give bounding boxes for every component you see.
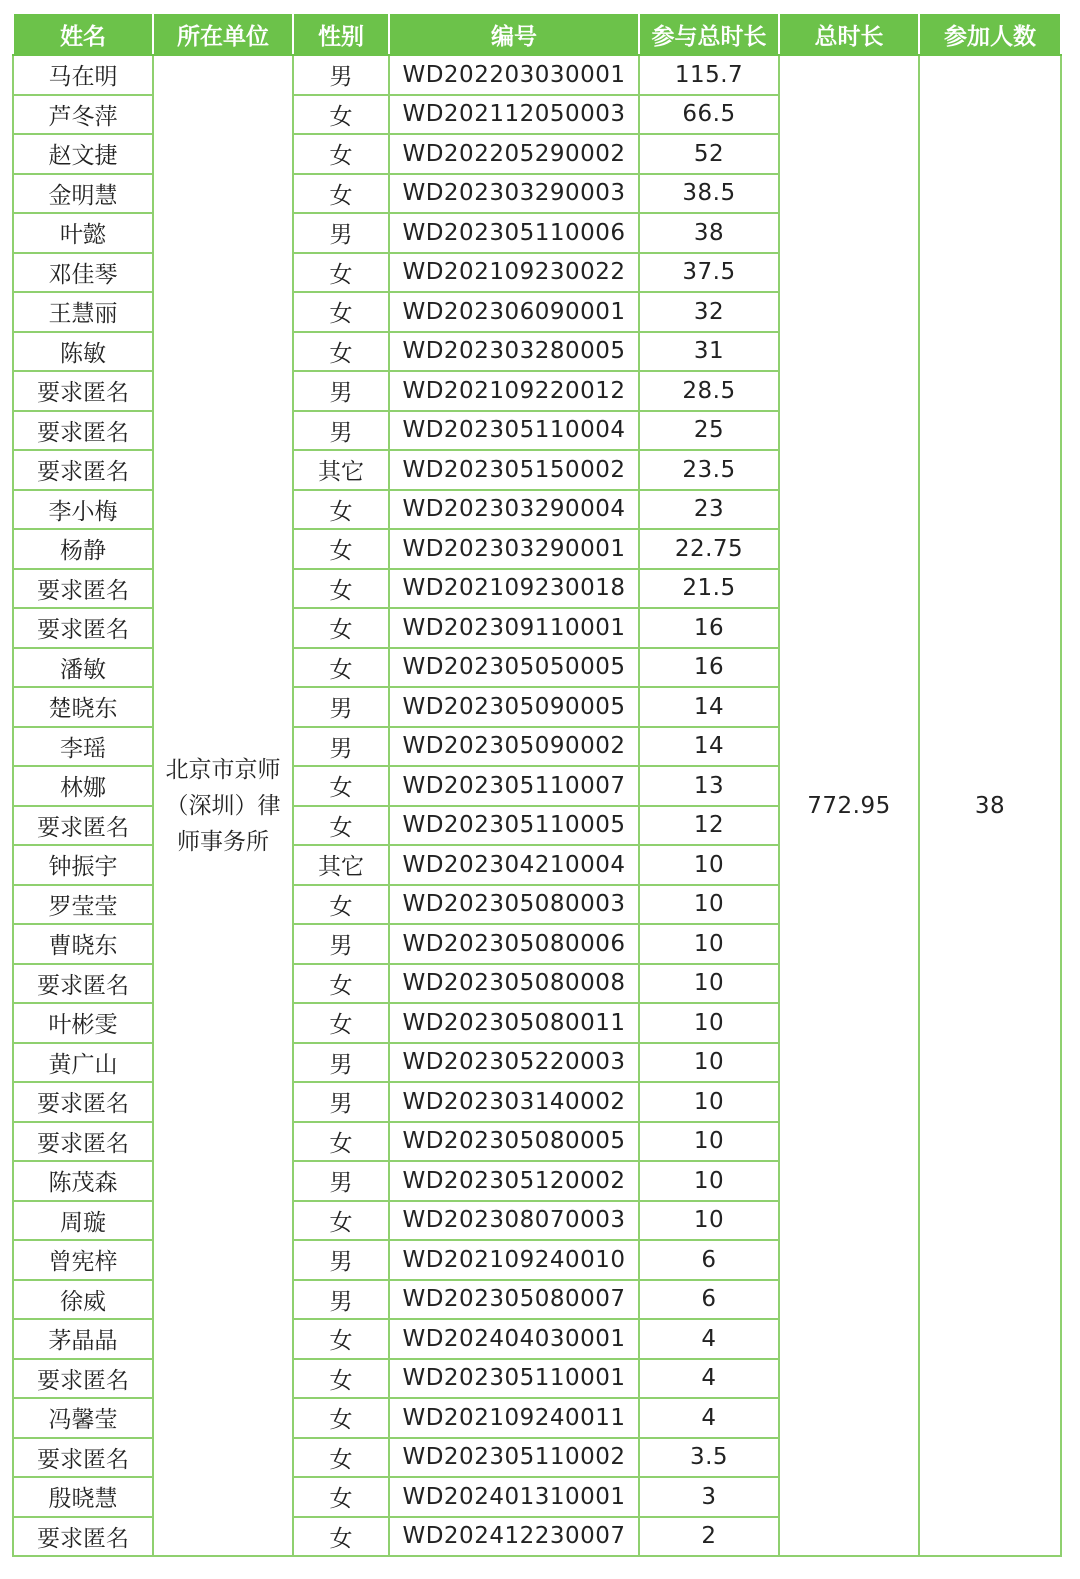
cell-id: WD202303140002	[389, 1082, 639, 1122]
cell-id: WD202305150002	[389, 450, 639, 490]
cell-gender: 男	[293, 1240, 389, 1280]
cell-name: 罗莹莹	[13, 885, 153, 925]
cell-name: 邓佳琴	[13, 253, 153, 293]
cell-name: 李瑶	[13, 727, 153, 767]
cell-hours: 14	[639, 687, 779, 727]
cell-gender: 男	[293, 687, 389, 727]
cell-gender: 男	[293, 213, 389, 253]
cell-name: 钟振宇	[13, 845, 153, 885]
cell-name: 要求匿名	[13, 608, 153, 648]
cell-name: 楚晓东	[13, 687, 153, 727]
cell-id: WD202305080006	[389, 924, 639, 964]
cell-name: 叶懿	[13, 213, 153, 253]
cell-hours: 115.7	[639, 55, 779, 95]
cell-id: WD202112050003	[389, 95, 639, 135]
cell-hours: 22.75	[639, 529, 779, 569]
cell-gender: 女	[293, 253, 389, 293]
cell-hours: 12	[639, 806, 779, 846]
cell-gender: 男	[293, 411, 389, 451]
cell-gender: 女	[293, 529, 389, 569]
cell-gender: 女	[293, 1201, 389, 1241]
cell-name: 要求匿名	[13, 411, 153, 451]
cell-name: 杨静	[13, 529, 153, 569]
table-row	[13, 55, 1061, 95]
cell-id: WD202305110001	[389, 1359, 639, 1399]
cell-gender: 男	[293, 1043, 389, 1083]
cell-id: WD202305110006	[389, 213, 639, 253]
cell-hours: 10	[639, 1043, 779, 1083]
cell-gender: 男	[293, 1280, 389, 1320]
cell-gender: 女	[293, 608, 389, 648]
cell-gender: 其它	[293, 845, 389, 885]
cell-hours: 4	[639, 1319, 779, 1359]
cell-hours: 4	[639, 1359, 779, 1399]
cell-id: WD202305080011	[389, 1003, 639, 1043]
table-body	[13, 55, 1061, 1556]
cell-name: 林娜	[13, 766, 153, 806]
cell-gender: 女	[293, 1398, 389, 1438]
cell-hours: 10	[639, 1201, 779, 1241]
cell-id: WD202305220003	[389, 1043, 639, 1083]
cell-hours: 10	[639, 1003, 779, 1043]
cell-id: WD202305090005	[389, 687, 639, 727]
cell-name: 茅晶晶	[13, 1319, 153, 1359]
cell-hours: 10	[639, 845, 779, 885]
cell-hours: 10	[639, 1082, 779, 1122]
cell-hours: 16	[639, 648, 779, 688]
cell-name: 李小梅	[13, 490, 153, 530]
cell-gender: 女	[293, 1359, 389, 1399]
unit-line: 北京市京师	[165, 756, 281, 783]
cell-hours: 23	[639, 490, 779, 530]
cell-total-hours: 772.95	[779, 55, 919, 1556]
unit-line: （深圳）律	[165, 792, 281, 819]
cell-id: WD202203030001	[389, 55, 639, 95]
cell-name: 潘敏	[13, 648, 153, 688]
cell-hours: 3	[639, 1477, 779, 1517]
cell-gender: 女	[293, 1003, 389, 1043]
cell-id: WD202109230022	[389, 253, 639, 293]
cell-hours: 23.5	[639, 450, 779, 490]
cell-id: WD202109220012	[389, 371, 639, 411]
cell-hours: 3.5	[639, 1438, 779, 1478]
cell-id: WD202305110004	[389, 411, 639, 451]
cell-name: 要求匿名	[13, 964, 153, 1004]
cell-name: 要求匿名	[13, 1438, 153, 1478]
cell-unit	[153, 55, 293, 1556]
cell-name: 要求匿名	[13, 450, 153, 490]
cell-id: WD202308070003	[389, 1201, 639, 1241]
cell-gender: 女	[293, 648, 389, 688]
cell-hours: 38.5	[639, 174, 779, 214]
cell-hours: 31	[639, 332, 779, 372]
cell-id: WD202303280005	[389, 332, 639, 372]
cell-name: 马在明	[13, 55, 153, 95]
cell-id: WD202109240011	[389, 1398, 639, 1438]
header-gender: 性别	[293, 13, 389, 55]
cell-id: WD202303290001	[389, 529, 639, 569]
cell-gender: 女	[293, 134, 389, 174]
cell-name: 殷晓慧	[13, 1477, 153, 1517]
cell-hours: 52	[639, 134, 779, 174]
cell-name: 要求匿名	[13, 1122, 153, 1162]
cell-gender: 男	[293, 55, 389, 95]
cell-id: WD202306090001	[389, 292, 639, 332]
cell-name: 曹晓东	[13, 924, 153, 964]
cell-id: WD202109240010	[389, 1240, 639, 1280]
cell-gender: 女	[293, 95, 389, 135]
cell-id: WD202404030001	[389, 1319, 639, 1359]
cell-name: 金明慧	[13, 174, 153, 214]
cell-hours: 28.5	[639, 371, 779, 411]
cell-hours: 10	[639, 924, 779, 964]
cell-id: WD202305080003	[389, 885, 639, 925]
cell-name: 要求匿名	[13, 1517, 153, 1557]
cell-gender: 女	[293, 174, 389, 214]
cell-id: WD202305110005	[389, 806, 639, 846]
cell-hours: 38	[639, 213, 779, 253]
cell-gender: 女	[293, 569, 389, 609]
cell-id: WD202205290002	[389, 134, 639, 174]
cell-gender: 女	[293, 490, 389, 530]
cell-name: 芦冬萍	[13, 95, 153, 135]
cell-participant-count: 38	[919, 55, 1061, 1556]
cell-name: 要求匿名	[13, 1359, 153, 1399]
cell-hours: 13	[639, 766, 779, 806]
cell-name: 黄广山	[13, 1043, 153, 1083]
cell-gender: 女	[293, 292, 389, 332]
cell-hours: 25	[639, 411, 779, 451]
cell-id: WD202305090002	[389, 727, 639, 767]
cell-gender: 女	[293, 1122, 389, 1162]
cell-id: WD202412230007	[389, 1517, 639, 1557]
cell-name: 要求匿名	[13, 371, 153, 411]
cell-name: 要求匿名	[13, 569, 153, 609]
cell-id: WD202305120002	[389, 1161, 639, 1201]
header-name: 姓名	[13, 13, 153, 55]
cell-hours: 2	[639, 1517, 779, 1557]
cell-name: 周璇	[13, 1201, 153, 1241]
cell-id: WD202305110002	[389, 1438, 639, 1478]
cell-hours: 10	[639, 885, 779, 925]
cell-name: 曾宪梓	[13, 1240, 153, 1280]
cell-hours: 66.5	[639, 95, 779, 135]
header-hours: 参与总时长	[639, 13, 779, 55]
cell-gender: 女	[293, 885, 389, 925]
cell-hours: 16	[639, 608, 779, 648]
cell-gender: 女	[293, 964, 389, 1004]
cell-hours: 6	[639, 1240, 779, 1280]
cell-gender: 女	[293, 1477, 389, 1517]
cell-id: WD202305050005	[389, 648, 639, 688]
cell-hours: 10	[639, 1122, 779, 1162]
unit-line: 师事务所	[177, 828, 269, 855]
cell-id: WD202305080008	[389, 964, 639, 1004]
cell-gender: 女	[293, 766, 389, 806]
cell-name: 陈敏	[13, 332, 153, 372]
header-total: 总时长	[779, 13, 919, 55]
cell-gender: 男	[293, 1082, 389, 1122]
cell-hours: 21.5	[639, 569, 779, 609]
cell-name: 徐威	[13, 1280, 153, 1320]
cell-id: WD202401310001	[389, 1477, 639, 1517]
header-unit: 所在单位	[153, 13, 293, 55]
cell-id: WD202303290004	[389, 490, 639, 530]
cell-gender: 女	[293, 806, 389, 846]
cell-gender: 女	[293, 1517, 389, 1557]
cell-id: WD202304210004	[389, 845, 639, 885]
cell-name: 要求匿名	[13, 806, 153, 846]
cell-hours: 14	[639, 727, 779, 767]
cell-id: WD202309110001	[389, 608, 639, 648]
cell-name: 赵文捷	[13, 134, 153, 174]
cell-id: WD202305080005	[389, 1122, 639, 1162]
cell-gender: 女	[293, 1438, 389, 1478]
cell-hours: 10	[639, 964, 779, 1004]
cell-gender: 男	[293, 1161, 389, 1201]
cell-hours: 4	[639, 1398, 779, 1438]
cell-id: WD202305080007	[389, 1280, 639, 1320]
cell-name: 叶彬雯	[13, 1003, 153, 1043]
cell-gender: 女	[293, 1319, 389, 1359]
header-id: 编号	[389, 13, 639, 55]
cell-name: 王慧丽	[13, 292, 153, 332]
cell-hours: 10	[639, 1161, 779, 1201]
cell-name: 要求匿名	[13, 1082, 153, 1122]
cell-gender: 男	[293, 371, 389, 411]
cell-hours: 37.5	[639, 253, 779, 293]
cell-name: 冯馨莹	[13, 1398, 153, 1438]
cell-hours: 32	[639, 292, 779, 332]
header-row	[13, 13, 1061, 55]
header-count: 参加人数	[919, 13, 1061, 55]
cell-id: WD202303290003	[389, 174, 639, 214]
cell-gender: 女	[293, 332, 389, 372]
cell-id: WD202109230018	[389, 569, 639, 609]
cell-id: WD202305110007	[389, 766, 639, 806]
cell-name: 陈茂森	[13, 1161, 153, 1201]
cell-hours: 6	[639, 1280, 779, 1320]
volunteer-hours-table	[12, 12, 1062, 1557]
cell-gender: 其它	[293, 450, 389, 490]
cell-gender: 男	[293, 924, 389, 964]
cell-gender: 男	[293, 727, 389, 767]
